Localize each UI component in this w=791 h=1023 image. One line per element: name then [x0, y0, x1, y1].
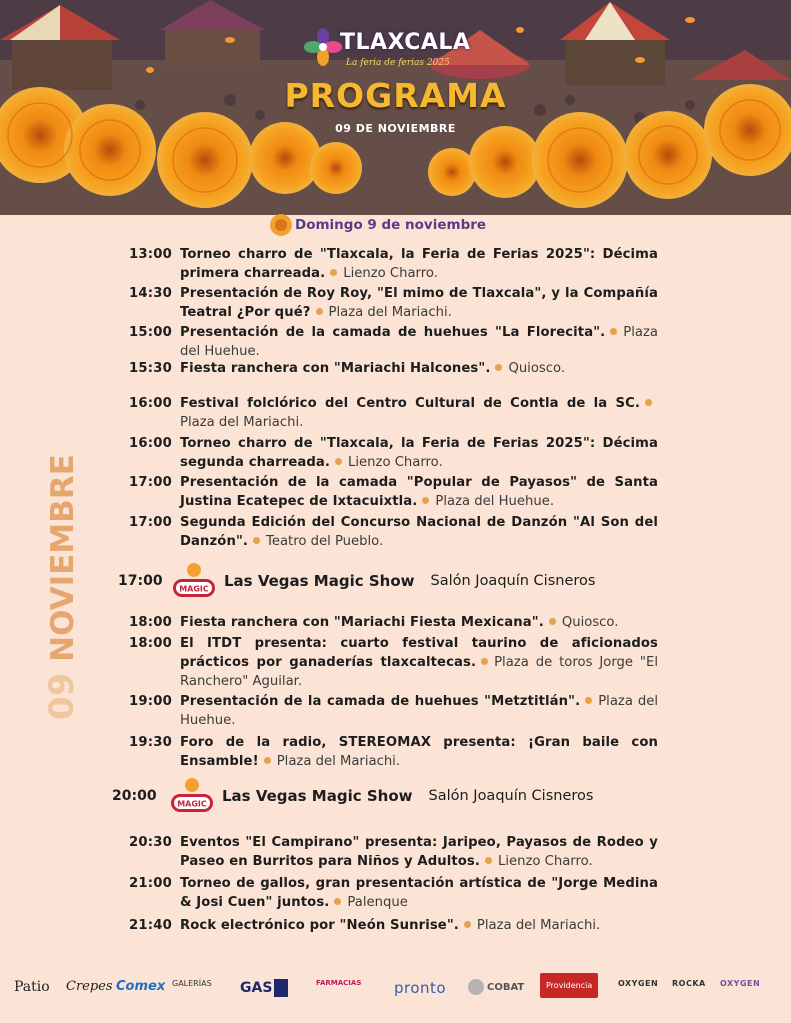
event-location: Lienzo Charro.: [348, 455, 443, 470]
event-location: Palenque: [347, 895, 408, 910]
magic-show-row: [118, 561, 595, 601]
bullet-icon: [335, 458, 342, 465]
event-item: [110, 323, 658, 361]
bullet-icon: [422, 497, 429, 504]
event-time: 18:00: [129, 615, 172, 630]
event-time: 17:00: [129, 515, 172, 530]
event-time: 16:00: [129, 436, 172, 451]
event-time: 15:30: [129, 361, 172, 376]
event-item: [110, 394, 658, 432]
bullet-icon: [645, 399, 652, 406]
event-time: 15:00: [129, 325, 172, 340]
event-description: Foro de la radio, STEREOMAX presenta: ¡Gran baile con Ensamble!: [180, 735, 658, 769]
day-title-text: Domingo 9 de noviembre: [295, 217, 487, 233]
event-item: [110, 733, 658, 771]
sponsor-logo: pronto: [394, 979, 447, 997]
event-time: 14:30: [129, 286, 172, 301]
sponsor-logo: OXYGEN: [618, 979, 659, 988]
logo-tagline: La feria de ferias 2025: [346, 58, 450, 68]
event-description: Fiesta ranchera con "Mariachi Fiesta Mexicana".: [180, 615, 544, 630]
event-location: Plaza del Mariachi.: [180, 415, 304, 430]
event-time: 20:30: [129, 835, 172, 850]
bullet-icon: [253, 537, 260, 544]
event-description: Presentación de Roy Roy, "El mimo de Tlaxcala", y la Compañía Teatral ¿Por qué?: [180, 286, 658, 320]
event-location: Plaza del Huehue.: [180, 694, 658, 728]
bullet-icon: [495, 364, 502, 371]
event-location: Plaza del Mariachi.: [328, 305, 452, 320]
event-location: Quiosco.: [508, 361, 566, 376]
event-time: 16:00: [129, 396, 172, 411]
event-description: Festival folclórico del Centro Cultural de Contla de la SC.: [180, 396, 640, 411]
event-description: Torneo charro de "Tlaxcala, la Feria de Ferias 2025": Décima segunda charreada.: [180, 436, 658, 470]
event-location: Teatro del Pueblo.: [266, 534, 384, 549]
magic-show-logo-icon: [170, 561, 218, 601]
magic-show-time: 17:00: [118, 573, 163, 589]
marigold-flowers: [0, 60, 791, 215]
side-date-month: NOVIEMBRE: [45, 454, 81, 662]
event-time: 21:00: [129, 876, 172, 891]
bullet-icon: [316, 308, 323, 315]
event-item: [110, 634, 658, 691]
event-location: Lienzo Charro.: [498, 854, 593, 869]
bullet-icon: [549, 618, 556, 625]
sponsor-logo: ROCKA: [672, 979, 706, 988]
page-title: PROGRAMA: [284, 76, 507, 115]
event-item: [110, 473, 658, 511]
event-location: Plaza de toros Jorge "El Ranchero" Aguilar.: [180, 655, 658, 689]
event-location: Quiosco.: [561, 615, 619, 630]
magic-show-name: Las Vegas Magic Show: [224, 572, 415, 590]
bullet-icon: [485, 857, 492, 864]
event-description: Segunda Edición del Concurso Nacional de Danzón "Al Son del Danzón".: [180, 515, 658, 549]
magic-show-venue: Salón Joaquín Cisneros: [430, 573, 596, 589]
sponsor-logo: Patio: [14, 979, 50, 995]
event-location: Plaza del Mariachi.: [276, 754, 401, 769]
page-subtitle: 09 DE NOVIEMBRE: [335, 122, 456, 135]
event-item: [110, 434, 658, 472]
event-item: [110, 874, 658, 912]
bullet-icon: [330, 269, 337, 276]
event-item: [110, 613, 658, 632]
magic-show-row: [112, 776, 593, 816]
event-description: Presentación de la camada de huehues "La Florecita".: [180, 325, 606, 340]
bullet-icon: [334, 898, 341, 905]
event-description: Torneo charro de "Tlaxcala, la Feria de Ferias 2025": Décima primera charreada.: [180, 247, 658, 281]
event-item: [110, 359, 658, 378]
sponsor-logo: Crepes: [66, 979, 113, 994]
side-date-number: 09: [42, 672, 82, 720]
event-description: Fiesta ranchera con "Mariachi Halcones".: [180, 361, 491, 376]
sponsor-logo: GAS: [240, 979, 288, 997]
event-description: Presentación de la camada de huehues "Metztitlán".: [180, 694, 581, 709]
magic-show-time: 20:00: [112, 788, 157, 804]
logo-name: TLAXCALA: [340, 30, 471, 55]
event-item: [110, 513, 658, 551]
event-location: Plaza del Huehue.: [435, 494, 555, 509]
event-time: 18:00: [129, 636, 172, 651]
event-time: 21:40: [129, 918, 172, 933]
magic-logo-text: MAGIC: [177, 799, 207, 809]
event-description: Eventos "El Campirano" presenta: Jaripeo, Payasos de Rodeo y Paseo en Burritos para Niños y Adultos.: [180, 835, 658, 869]
event-location: Plaza del Mariachi.: [476, 918, 601, 933]
event-description: Presentación de la camada "Popular de Payasos" de Santa Justina Ecatepec de Ixtacuixtla.: [180, 475, 658, 509]
magic-logo-text: MAGIC: [179, 584, 209, 594]
sponsor-logo: OXYGEN: [720, 979, 761, 988]
event-time: 19:30: [129, 735, 172, 750]
bullet-icon: [264, 757, 271, 764]
bullet-icon: [585, 697, 592, 704]
event-location: Lienzo Charro.: [343, 266, 438, 281]
event-description: El ITDT presenta: cuarto festival taurino de aficionados prácticos por ganaderías tlaxcaltecas.: [180, 636, 658, 670]
header-banner: [0, 0, 791, 215]
event-time: 19:00: [129, 694, 172, 709]
bullet-icon: [481, 658, 488, 665]
event-description: Torneo de gallos, gran presentación artística de "Jorge Medina & Josi Cuen" juntos.: [180, 876, 658, 910]
marigold-small-icon: [269, 213, 293, 237]
sponsor-logo: GALERÍAS: [172, 979, 212, 988]
magic-show-name: Las Vegas Magic Show: [222, 787, 413, 805]
event-description: Rock electrónico por "Neón Sunrise".: [180, 918, 459, 933]
side-date-label: [42, 420, 98, 720]
sponsor-logo: Comex: [116, 979, 166, 994]
sponsor-logo: COBAT: [468, 979, 524, 995]
sponsor-logo: Providencia: [540, 973, 598, 998]
event-item: [110, 833, 658, 871]
magic-show-logo-icon: [168, 776, 216, 816]
event-item: [110, 245, 658, 283]
event-time: 13:00: [129, 247, 172, 262]
bullet-icon: [610, 328, 617, 335]
sponsor-logo: FARMACIAS: [316, 979, 362, 987]
event-item: [110, 692, 658, 730]
event-time: 17:00: [129, 475, 172, 490]
sponsor-footer: [0, 965, 791, 1023]
bullet-icon: [464, 921, 471, 928]
event-item: [110, 284, 658, 322]
magic-show-venue: Salón Joaquín Cisneros: [428, 788, 594, 804]
day-title: [269, 211, 486, 239]
event-location: Plaza del Huehue.: [180, 325, 658, 359]
marigold-icon: [0, 84, 791, 208]
event-item: [110, 916, 658, 935]
